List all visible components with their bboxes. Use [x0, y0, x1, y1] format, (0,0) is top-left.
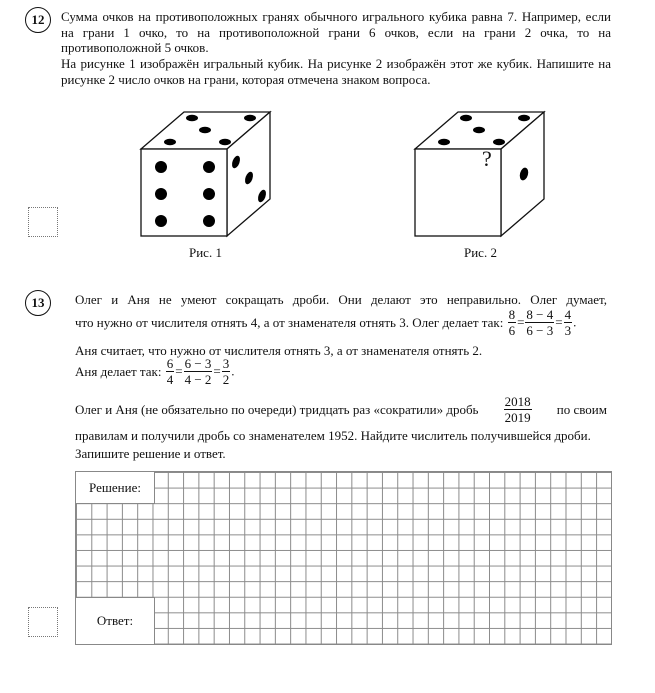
task13-anya-rule: Аня считает, что нужно от числителя отнять 3, а от знаменателя отнять 2.	[75, 343, 483, 358]
fraction: $\frac{3}{2}$	[222, 356, 230, 387]
answer-box-task13[interactable]	[28, 607, 58, 637]
fraction: $\frac{8}{6}$	[508, 307, 516, 338]
die-figure-1	[130, 105, 280, 240]
task13-line1: Олег и Аня не умеют сокращать дроби. Они делают это неправильно. Олег думает,	[75, 292, 607, 307]
fraction-2018-2019: $\frac{2018}{2019}$	[504, 394, 531, 425]
task13-line7: Запишите решение и ответ.	[75, 446, 226, 461]
task12-condition: Сумма очков на противоположных гранях обычного игрального кубика равна 7. Например, если на грани 1 очко, то на противоположной грани 6 очков, если на грани 2 очка, то на противоположной 5 очков.	[61, 9, 611, 55]
solution-grid[interactable]	[75, 471, 612, 645]
oleg-rule-text: что нужно от числителя отнять 4, а от знаменателя отнять 3. Олег делает так:	[75, 314, 504, 330]
question-mark: ?	[482, 146, 492, 171]
line5-before: Олег и Аня (не обязательно по очереди) тридцать раз «сократили» дробь	[75, 401, 479, 417]
task-number-badge: 12	[25, 7, 51, 33]
answer-box-task12[interactable]	[28, 207, 58, 237]
task12-question: На рисунке 1 изображён игральный кубик. На рисунке 2 изображён этот же кубик. Напишите на рисунке 2 число очков на грани, которая отмечена знаком вопроса.	[61, 56, 611, 87]
answer-label: Ответ:	[76, 597, 155, 644]
fraction: $\frac{6}{4}$	[166, 356, 174, 387]
task13-line6: правилам и получили дробь со знаменателем 1952. Найдите числитель получившейся дроби.	[75, 428, 591, 443]
fraction: $\frac{4}{3}$	[564, 307, 572, 338]
die-figure-2	[404, 105, 554, 240]
solution-label: Решение:	[76, 472, 155, 504]
fraction: $\frac{6 - 3}{4 - 2}$	[184, 356, 212, 387]
task-number-badge: 13	[25, 290, 51, 316]
anya-rule-text: Аня делает так:	[75, 363, 162, 379]
line5-after: по своим	[556, 401, 607, 417]
task13-anya-line: Аня делает так: $\frac{6}{4}$ = $\frac{6 - 3}{4 - 2}$ = $\frac{3}{2}$ .	[75, 356, 235, 387]
figure1-caption: Рис. 1	[189, 245, 222, 260]
task13-oleg-line: что нужно от числителя отнять 4, а от знаменателя отнять 3. Олег делает так: $\frac{8}{6}$ = $\frac{8 - 4}{6 - 3}$ = $\frac{4}{3}$ .	[75, 307, 577, 338]
task13-line5	[75, 395, 607, 424]
fraction: $\frac{8 - 4}{6 - 3}$	[526, 307, 554, 338]
figure2-caption: Рис. 2	[464, 245, 497, 260]
